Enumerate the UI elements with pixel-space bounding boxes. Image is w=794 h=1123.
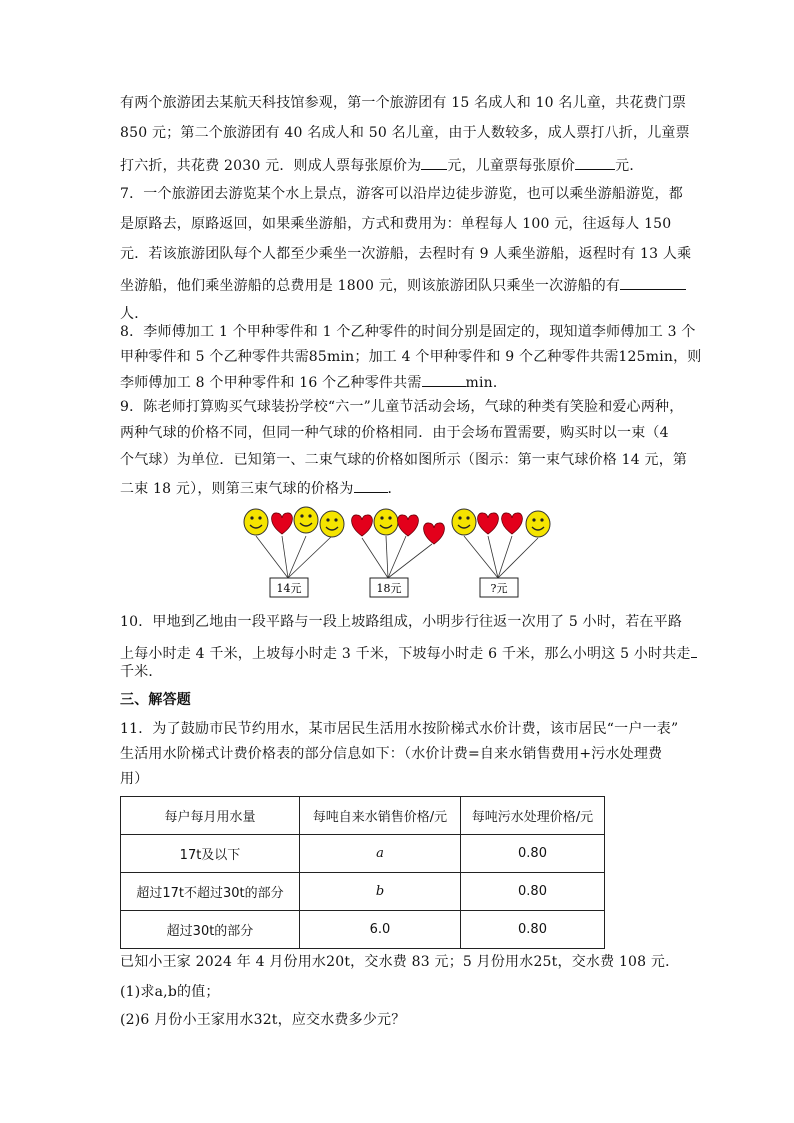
table-header-row bbox=[121, 797, 605, 835]
q9-text-a: 二束 18 元），则第三束气球的价格为 bbox=[120, 481, 354, 497]
answer-blank-q10[interactable] bbox=[691, 643, 697, 658]
table-cell: 6.0 bbox=[300, 911, 461, 949]
answer-blank-q9[interactable] bbox=[354, 478, 388, 493]
q7-text: 坐游船，他们乘坐游船的总费用是 1800 元，则该旅游团队只乘坐一次游船的有 bbox=[120, 278, 621, 294]
q10-text: 上每小时走 4 千米，上坡每小时走 3 千米，下坡每小时走 6 千米，那么小明这 5 小时共走 bbox=[120, 646, 691, 662]
q7-line-1: 7．一个旅游团去游览某个水上景点，游客可以沿岸边徒步游览，也可以乘坐游船游览，都 bbox=[120, 186, 683, 202]
heart-balloon bbox=[398, 515, 419, 536]
smiley-balloon bbox=[452, 509, 476, 535]
table-row bbox=[121, 873, 605, 911]
q11-sub-1: (1)求a,b的值； bbox=[120, 984, 220, 1000]
q6-text-b: 元，儿童票每张原价 bbox=[447, 158, 576, 174]
table-cell: a bbox=[300, 835, 461, 873]
heart-balloon bbox=[352, 515, 373, 536]
table-cell: b bbox=[300, 873, 461, 911]
table-header-cell: 每吨自来水销售价格/元 bbox=[300, 797, 461, 835]
q9-line-2: 两种气球的价格不同，但同一种气球的价格相同．由于会场布置需要，购买时以一束（4 bbox=[120, 425, 669, 441]
table-cell: 0.80 bbox=[461, 835, 605, 873]
q8-text-b: min． bbox=[465, 375, 508, 391]
q9-line-3: 个气球）为单位．已知第一、二束气球的价格如图所示（图示：第一束气球价格 14 元，第 bbox=[120, 452, 688, 468]
table-cell: 超过17t不超过30t的部分 bbox=[121, 873, 300, 911]
table-cell: 超过30t的部分 bbox=[121, 911, 300, 949]
table-cell: 0.80 bbox=[461, 911, 605, 949]
q9-line-4 bbox=[120, 478, 680, 498]
q10-line-3: 千米． bbox=[120, 664, 163, 680]
balloon-bunch-3 bbox=[452, 509, 550, 578]
answer-blank-child[interactable] bbox=[575, 155, 615, 170]
answer-blank-adult[interactable] bbox=[421, 155, 447, 170]
table-row bbox=[121, 835, 605, 873]
smiley-balloon bbox=[244, 509, 268, 535]
section-heading: 三、解答题 bbox=[120, 692, 191, 708]
q8-line-1: 8．李师傅加工 1 个甲种零件和 1 个乙种零件的时间分别是固定的，现知道李师傅加工 3 个 bbox=[120, 324, 696, 340]
table-cell: 0.80 bbox=[461, 873, 605, 911]
smiley-balloon bbox=[526, 511, 550, 537]
balloon-figure bbox=[236, 500, 556, 600]
q6-line-2: 850 元；第二个旅游团有 40 名成人和 50 名儿童，由于人数较多，成人票打八折，儿童票 bbox=[120, 125, 690, 141]
q7-line-5: 人． bbox=[120, 306, 149, 322]
q7-line-4 bbox=[120, 275, 680, 295]
answer-blank-q7[interactable] bbox=[620, 275, 686, 290]
q11-line-3: 用） bbox=[120, 771, 149, 787]
q8-text-a: 李师傅加工 8 个甲种零件和 16 个乙种零件共需 bbox=[120, 375, 422, 391]
heart-balloon bbox=[478, 513, 499, 534]
heart-balloon bbox=[424, 523, 445, 544]
q10-line-1: 10．甲地到乙地由一段平路与一段上坡路组成，小明步行往返一次用了 5 小时，若在平路 bbox=[120, 614, 683, 630]
table-header-cell: 每吨污水处理价格/元 bbox=[461, 797, 605, 835]
q9-text-b: ． bbox=[387, 481, 402, 497]
q11-line-2: 生活用水阶梯式计费价格表的部分信息如下：（水价计费=自来水销售费用+污水处理费 bbox=[120, 746, 663, 762]
water-price-table bbox=[120, 796, 605, 949]
q6-text-c: 元． bbox=[615, 158, 644, 174]
answer-blank-q8[interactable] bbox=[422, 372, 466, 387]
q6-text-a: 打六折，共花费 2030 元．则成人票每张原价为 bbox=[120, 158, 422, 174]
q8-line-3 bbox=[120, 372, 680, 392]
q7-line-2: 是原路去，原路返回，如果乘坐游船，方式和费用为：单程每人 100 元，往返每人 150 bbox=[120, 216, 672, 232]
q8-line-2: 甲种零件和 5 个乙种零件共需85min；加工 4 个甲种零件和 9 个乙种零件共需125min，则 bbox=[120, 349, 702, 365]
price-tag-3-label: ?元 bbox=[490, 582, 508, 595]
table-row bbox=[121, 911, 605, 949]
q6-line-3 bbox=[120, 155, 680, 175]
q11-line-4: 已知小王家 2024 年 4 月份用水20t，交水费 83 元；5 月份用水25t，交水费 108 元． bbox=[120, 954, 680, 970]
price-tag-2-label: 18元 bbox=[376, 582, 402, 595]
smiley-balloon bbox=[320, 511, 344, 537]
q10-line-2 bbox=[120, 643, 691, 663]
q6-line-1: 有两个旅游团去某航天科技馆参观，第一个旅游团有 15 名成人和 10 名儿童，共花费门票 bbox=[120, 95, 687, 111]
q7-line-3: 元．若该旅游团队每个人都至少乘坐一次游船，去程时有 9 人乘坐游船，返程时有 13 人乘 bbox=[120, 246, 692, 262]
heart-balloon bbox=[272, 513, 293, 534]
price-tag-1-label: 14元 bbox=[276, 582, 302, 595]
smiley-balloon bbox=[294, 507, 318, 533]
table-header-cell: 每户每月用水量 bbox=[121, 797, 300, 835]
balloon-bunch-2 bbox=[352, 509, 445, 578]
q11-sub-2: (2)6 月份小王家用水32t，应交水费多少元？ bbox=[120, 1012, 406, 1028]
balloon-bunch-1 bbox=[244, 507, 344, 578]
q11-line-1: 11．为了鼓励市民节约用水，某市居民生活用水按阶梯式水价计费，该市居民“一户一表” bbox=[120, 721, 679, 737]
smiley-balloon bbox=[374, 509, 398, 535]
q9-line-1: 9．陈老师打算购买气球装扮学校“六一”儿童节活动会场，气球的种类有笑脸和爱心两种， bbox=[120, 399, 684, 415]
table-cell: 17t及以下 bbox=[121, 835, 300, 873]
heart-balloon bbox=[502, 513, 523, 534]
